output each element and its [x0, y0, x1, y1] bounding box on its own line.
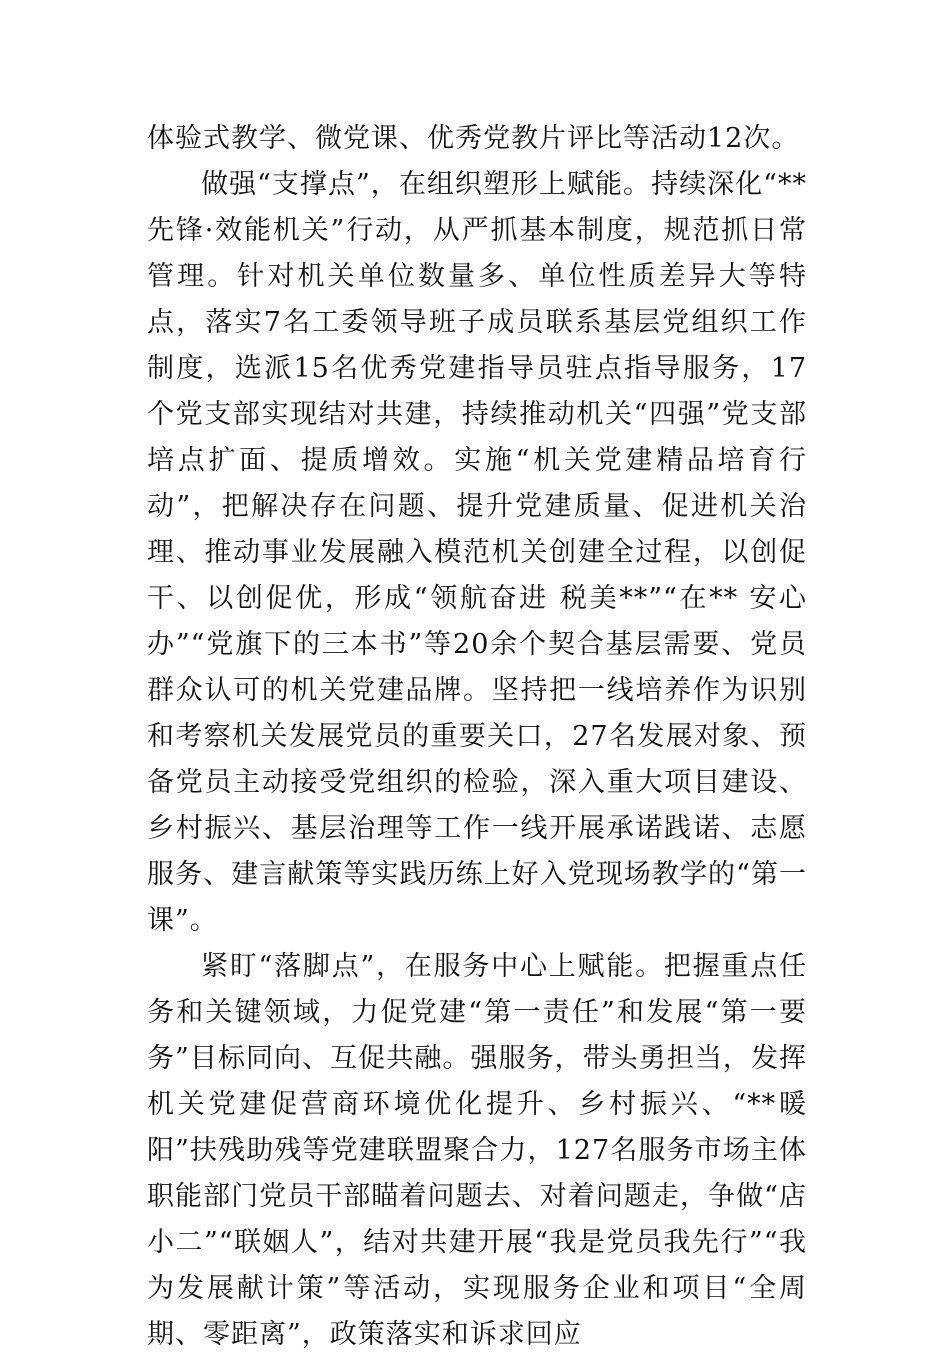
paragraph-landing-point: 紧盯“落脚点”，在服务中心上赋能。把握重点任务和关键领域，力促党建“第一责任”和发展“第一要务”目标同向、互促共融。强服务，带头勇担当，发挥机关党建促营商环境优化提升、乡村振兴、“**暖阳”扶残助残等党建联盟聚合力，127名服务市场主体职能部门党员干部瞄着问题去、对着问题走，争做“店小二”“联姻人”，结对共建开展“我是党员我先行”“我为发展献计策”等活动，实现服务企业和项目“全周期、零距离”，政策落实和诉求回应: [147, 951, 807, 1350]
paragraph-continuation: 体验式教学、微党课、优秀党教片评比等活动12次。: [147, 123, 800, 154]
paragraph-support-point: 做强“支撑点”，在组织塑形上赋能。持续深化“**先锋·效能机关”行动，从严抓基本制度，规范抓日常管理。针对机关单位数量多、单位性质差异大等特点，落实7名工委领导班子成员联系基层党组织工作制度，选派15名优秀党建指导员驻点指导服务，17个党支部实现结对共建，持续推动机关“四强”党支部培点扩面、提质增效。实施“机关党建精品培育行动”，把解决存在问题、提升党建质量、促进机关治理、推动事业发展融入模范机关创建全过程，以创促干、以创促优，形成“领航奋进 税美**”“在** 安心办”“党旗下的三本书”等20余个契合基层需要、党员群众认可的机关党建品牌。坚持把一线培养作为识别和考察机关发展党员的重要关口，27名发展对象、预备党员主动接受党组织的检验，深入重大项目建设、乡村振兴、基层治理等工作一线开展承诺践诺、志愿服务、建言献策等实践历练上好入党现场教学的“第一课”。: [147, 169, 807, 936]
document-page: [147, 116, 807, 1358]
